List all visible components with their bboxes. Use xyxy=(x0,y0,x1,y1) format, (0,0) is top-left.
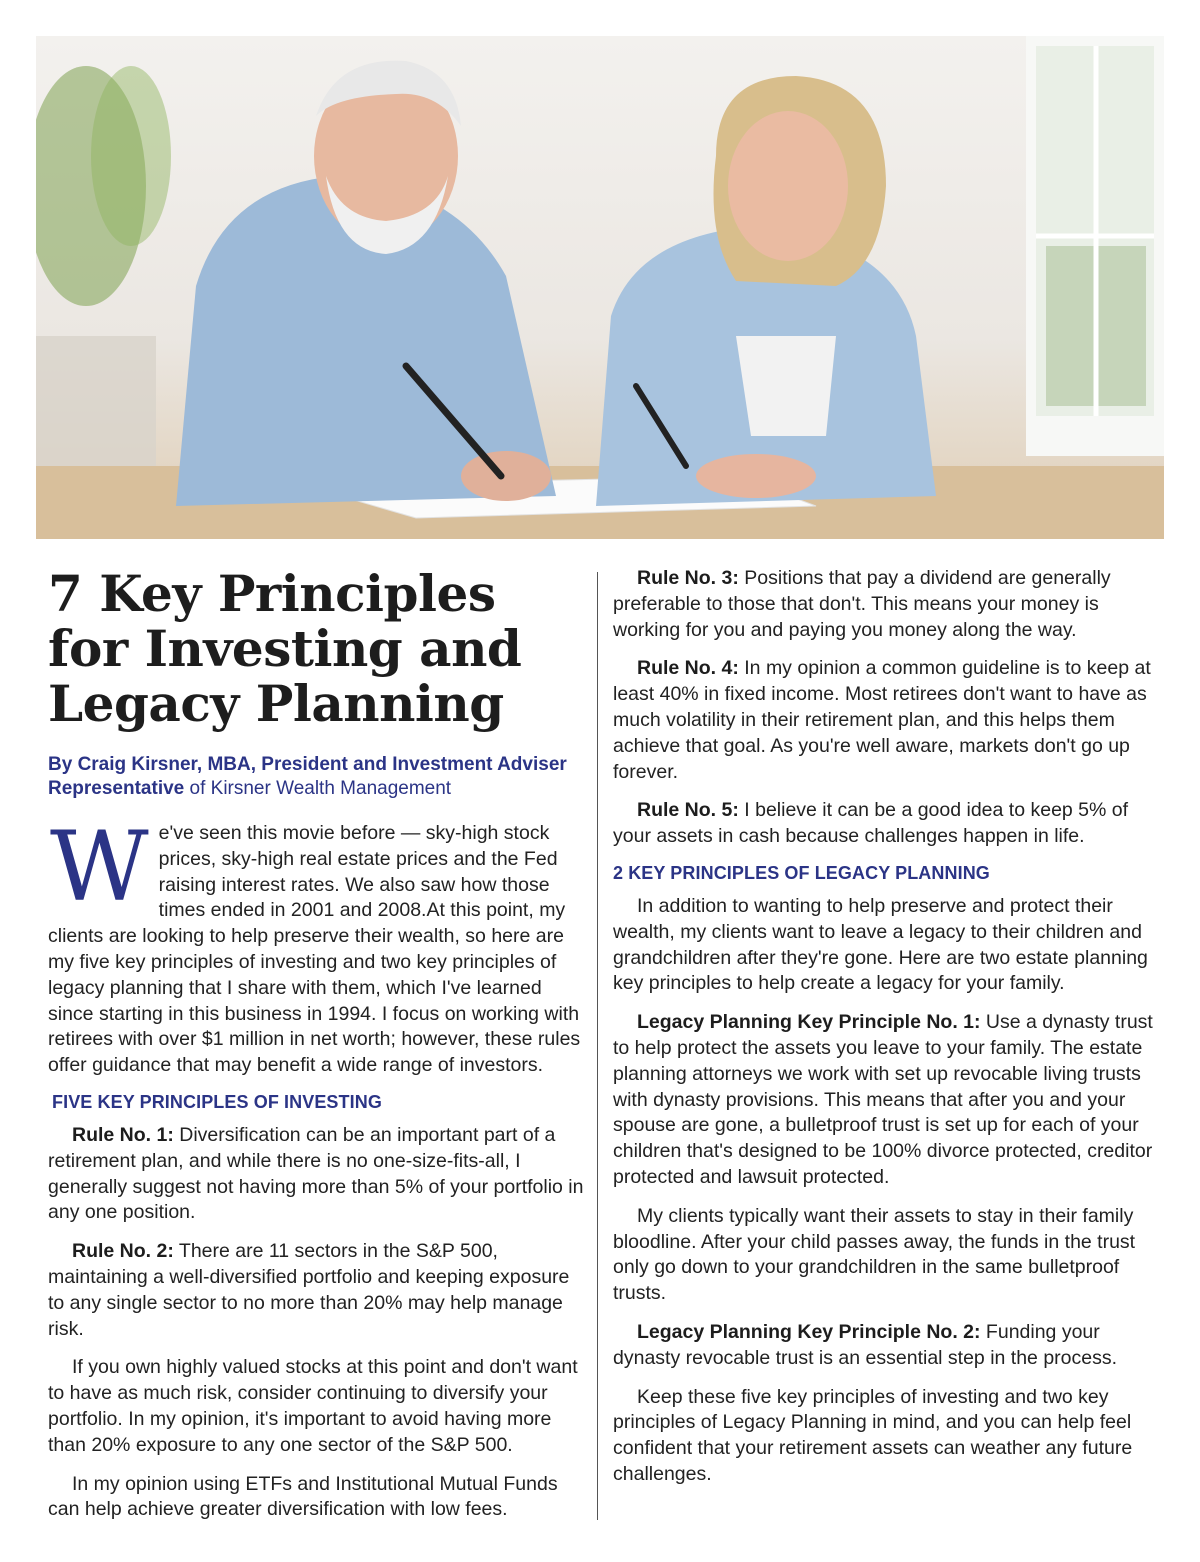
legacy-1-paragraph xyxy=(613,1010,1158,1191)
drop-cap: W xyxy=(50,811,149,923)
rule-4-text: In my opinion a common guideline is to keep at least 40% in fixed income. Most retirees don't want to have as much volatility in their retirement plan, and this helps them achieve that goal. As you're well aware, markets don't go up forever. xyxy=(613,657,1151,783)
rule-4-paragraph xyxy=(613,656,1158,785)
man xyxy=(176,61,556,506)
right-column xyxy=(613,566,1158,1501)
legacy-heading: 2 KEY PRINCIPLES OF LEGACY PLANNING xyxy=(613,862,990,883)
byline-company: of Kirsner Wealth Management xyxy=(189,778,452,799)
rule-3-text: Positions that pay a dividend are generally preferable to those that don't. This means your money is working for you and paying you money along the way. xyxy=(613,567,1111,641)
rule-5-paragraph xyxy=(613,798,1158,850)
byline-author: By Craig Kirsner, MBA, President and Investment Adviser xyxy=(48,754,567,775)
rule-1-text: Diversification can be an important part of a retirement plan, and while there is no one-size-fits-all, I generally suggest not having more than 5% of your portfolio in any one position. xyxy=(48,1123,584,1224)
legacy-1-text: Use a dynasty trust to help protect the assets you leave to your family. The estate planning attorneys we work with set up revocable living trusts with dynasty provisions. This means that after you and your spouse are gone, a bulletproof trust is set up for each of your children that's designed to be 100% divorce protected, creditor protected and lawsuit protected. xyxy=(613,1011,1153,1188)
rule-5-text: I believe it can be a good idea to keep 5% of your assets in cash because challenges happen in life. xyxy=(613,799,1129,848)
rule-3-label: Rule No. 3: xyxy=(637,567,739,589)
rule-2-text: There are 11 sectors in the S&P 500, maintaining a well-diversified portfolio and keeping exposure to any single sector to no more than 20% may help manage risk. xyxy=(48,1240,570,1340)
legacy-1-label: Legacy Planning Key Principle No. 1: xyxy=(637,1011,981,1034)
legacy-intro-paragraph: In addition to wanting to help preserve and protect their wealth, my clients want to leave a legacy to their children and grandchildren after they're gone. Here are two estate planning key principles to help create a legacy for your family. xyxy=(613,894,1148,995)
legacy-2-text: Funding your dynasty revocable trust is an essential step in the process. xyxy=(613,1320,1118,1369)
investing-heading: FIVE KEY PRINCIPLES OF INVESTING xyxy=(52,1091,382,1112)
column-divider xyxy=(597,572,598,1520)
woman xyxy=(596,76,936,506)
rule-4-label: Rule No. 4: xyxy=(637,657,739,680)
byline-role: Representative xyxy=(48,778,185,799)
hero-photo xyxy=(36,36,1164,539)
rule-2-label: Rule No. 2: xyxy=(72,1240,174,1263)
legacy-2-label: Legacy Planning Key Principle No. 2: xyxy=(637,1320,981,1343)
intro-paragraph xyxy=(48,811,588,1079)
rule-1-label: Rule No. 1: xyxy=(72,1123,174,1146)
bloodline-paragraph: My clients typically want their assets to stay in their family bloodline. After your child passes away, the funds in the trust only go down to your grandchildren in the same bulletproof trusts. xyxy=(613,1204,1136,1305)
legacy-2-paragraph xyxy=(613,1320,1158,1372)
couple-signing-illustration xyxy=(36,36,1164,539)
left-column xyxy=(48,566,588,1536)
rule-2-paragraph xyxy=(48,1239,588,1342)
rule-5-label: Rule No. 5: xyxy=(637,799,739,822)
highly-valued-paragraph: If you own highly valued stocks at this point and don't want to have as much risk, consider continuing to diversify your portfolio. In my opinion, it's important to avoid having more than 20% exposure to any one sector of the S&P 500. xyxy=(48,1356,578,1456)
etfs-paragraph: In my opinion using ETFs and Institutional Mutual Funds can help achieve greater diversification with low fees. xyxy=(48,1472,558,1521)
byline xyxy=(48,753,588,801)
plant xyxy=(36,66,171,466)
intro-text: e've seen this movie before — sky-high stock prices, sky-high real estate prices and the Fed raising interest rates. We also saw how those times ended in 2001 and 2008.At this point, my clients are looking to help preserve their wealth, so here are my five key principles of investing and two key principles of legacy planning that I share with them, which I've learned since starting in this business in 1994. I focus on working with retirees with over $1 million in net worth; however, these rules offer guidance that may benefit a wide range of investors. xyxy=(48,822,581,1077)
closing-paragraph: Keep these five key principles of investing and two key principles of Legacy Planning in mind, and you can help feel confident that your retirement assets can weather any future challenges. xyxy=(613,1385,1133,1485)
rule-3-paragraph xyxy=(613,566,1158,643)
article-title: 7 Key Principles for Investing and Legacy Planning xyxy=(48,564,522,733)
rule-1-paragraph xyxy=(48,1123,588,1226)
